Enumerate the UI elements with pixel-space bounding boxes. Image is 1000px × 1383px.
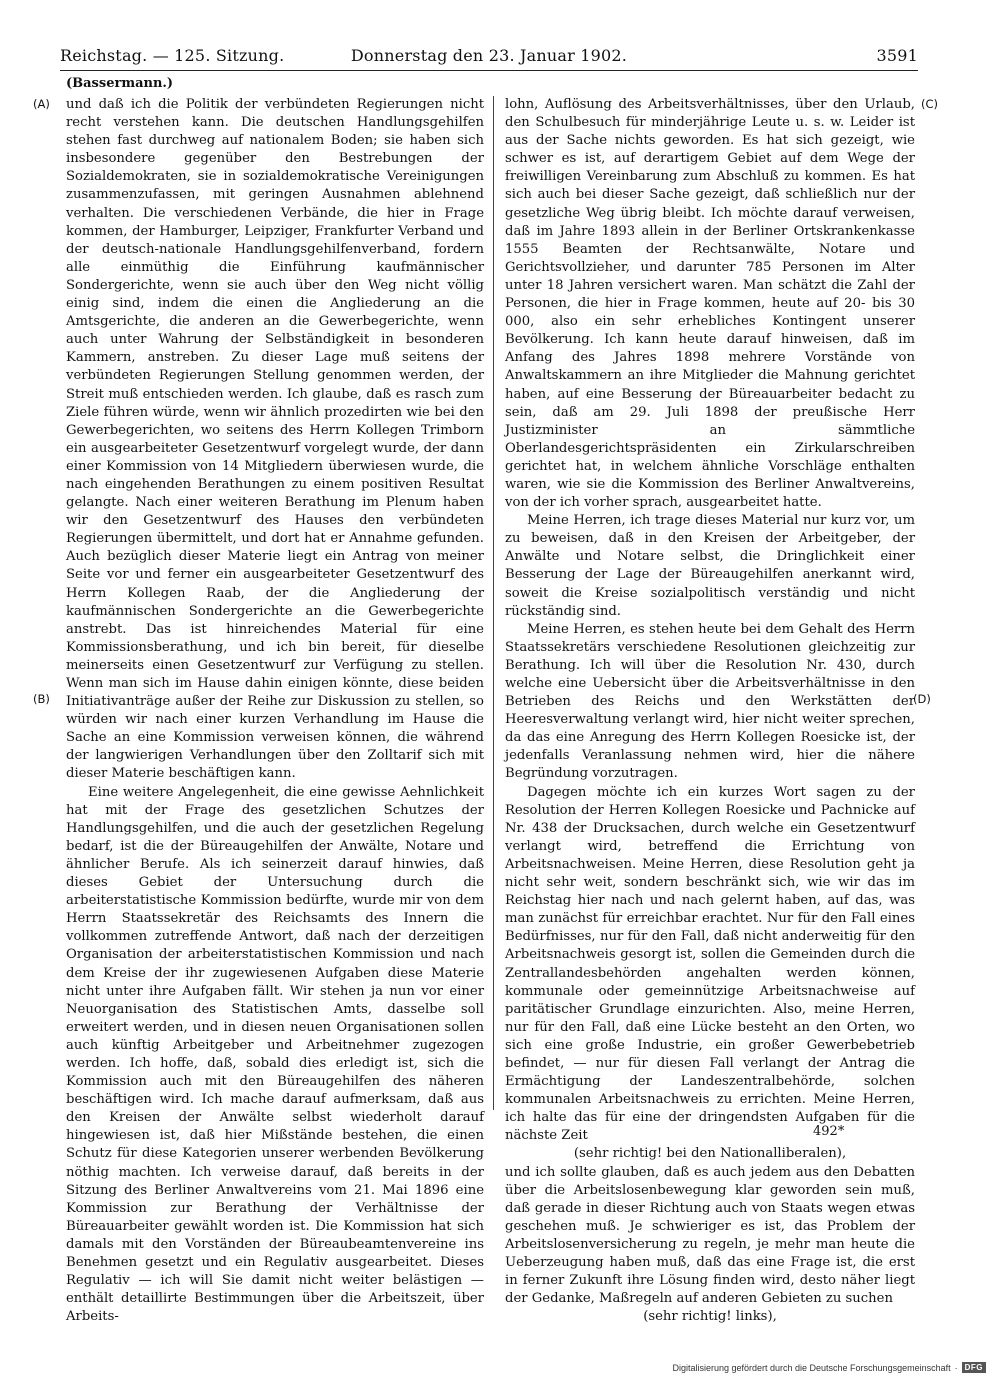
interjection: (sehr richtig! links), — [643, 1309, 777, 1325]
speaker-name: (Bassermann.) — [66, 76, 174, 91]
paragraph: Dagegen möchte ich ein kurzes Wort sagen zu der Resolution der Herren Kollegen Roesicke und Pachnicke auf Nr. 438 der Drucksachen, durch welche ein Gesetzentwurf verlangt wird, betreffend die Errichtung von Arbeitsnachweisen. Meine Herren, diese Resolution geht ja nicht sehr weit, sondern beschränkt sich, wie wir das im Reichstag hier nach und nach gelernt haben, auf das, was man zunächst für erreichbar erachtet. Nur für den Fall eines Bedürfnisses, nur für den Fall, daß nicht anderweitig für den Arbeitsnachweis gesorgt ist, sollen die Gemeinden durch die Zentrallandesbehörden angehalten werden können, kommunale oder gemeinnützige Arbeitsnachweise auf paritätischer Grundlage einzurichten. Also, meine Herren, nur für den Fall, daß eine Lücke besteht an den Orten, wo sich eine große Industrie, ein großer Gewerbebetrieb befindet, — nur für diesen Fall verlangt der Antrag die Ermächtigung der Landeszentralbehörde, solchen kommunalen Arbeitsnachweis zu errichten. Meine Herren, ich halte das für eine der dringendsten Aufgaben für die nächste Zeit — [505, 784, 915, 1144]
margin-marker-b: (B) — [33, 692, 50, 706]
interjection: (sehr richtig! bei den Nationalliberalen), — [573, 1146, 847, 1162]
left-column — [66, 96, 484, 1326]
page-number: 3591 — [876, 46, 918, 65]
column-divider — [493, 96, 494, 1110]
header-session: Reichstag. — 125. Sitzung. — [60, 46, 285, 65]
margin-marker-a: (A) — [33, 97, 50, 111]
paragraph: lohn, Auflösung des Arbeitsverhältnisses, über den Urlaub, den Schulbesuch für minderjährige Leute u. s. w. Leider ist aus der Sache nichts geworden. Es hat sich gezeigt, wie schwer es ist, auf derartigem Gebiet auf dem Wege der freiwilligen Vereinbarung zum Abschluß zu kommen. Es hat sich auch bei dieser Sache gezeigt, daß schließlich nur der gesetzliche Weg übrig bleibt. Ich möchte darauf verweisen, daß im Jahre 1893 allein in der Berliner Ortskrankenkasse 1555 Beamten der Rechtsanwälte, Notare und Gerichtsvollzieher, und darunter 785 Personen im Alter unter 18 Jahren versichert waren. Man schätzt die Zahl der Personen, die hier in Frage kommen, heute auf 20- bis 30 000, also ein sehr erhebliches Kontingent unserer Bevölkerung. Ich kann heute darauf hinweisen, daß im Anfang des Jahres 1898 mehrere Vorstände von Anwaltskammern an ihre Mitglieder die Mahnung gerichtet haben, auf eine Besserung der Büreauarbeiter bedacht zu sein, daß am 29. Juli 1898 der preußische Herr Justizminister an sämmtliche Oberlandesgerichtspräsidenten ein Zirkularschreiben gerichtet hat, in welchem ähnliche Vorschläge enthalten waren, wie sie die Kommission des Berliner Anwaltvereins, von der ich vorher sprach, ausgearbeitet hatte. — [505, 97, 915, 511]
margin-marker-d: (D) — [913, 692, 931, 706]
dfg-logo: DFG — [962, 1362, 986, 1373]
paragraph: und ich sollte glauben, daß es auch jedem aus den Debatten über die Arbeitslosenbewegung klar geworden sein muß, daß gerade in dieser Richtung auch von Staats wegen etwas geschehen muß. Je schwieriger es ist, das Problem der Arbeitslosenversicherung zu regeln, je mehr man heute die Ueberzeugung haben muß, daß das eine Frage ist, die erst in ferner Zukunft ihre Lösung finden wird, desto näher liegt der Gedanke, Maßregeln auf anderen Gebieten zu suchen — [505, 1164, 915, 1307]
paragraph: und daß ich die Politik der verbündeten Regierungen nicht recht verstehen kann. Die deutschen Handlungsgehilfen stehen fast durchweg auf nationalem Boden; sie haben sich insbesondere gegenüber den Bestrebungen der Sozialdemokraten, sie in sozialdemokratische Vereinigungen zusammenzufassen, mit geringen Ausnahmen ablehnend verhalten. Die verschiedenen Verbände, die hier in Frage kommen, der Hamburger, Leipziger, Frankfurter Verband und der deutsch-nationale Handlungsgehilfenverband, fordern alle einmüthig die Einführung kaufmännischer Sondergerichte, wenn sie auch über den Weg nicht völlig einig sind, indem die einen die Angliederung an die Amtsgerichte, die anderen an die Gewerbegerichte, wenn auch unter Wahrung der Selbständigkeit in besonderen Kammern, anstreben. Zu dieser Lage muß seitens der verbündeten Regierungen Stellung genommen werden, der Streit muß entschieden werden. Ich glaube, daß es rasch zum Ziele führen würde, wenn wir ähnlich prozedirten wie bei den Gewerbegerichten, wo seitens des Herrn Kollegen Trimborn ein ausgearbeiteter Gesetzentwurf vorgelegt wurde, der dann einer Kommission von 14 Mitgliedern überwiesen wurde, die nach eingehenden Berathungen zu einem positiven Resultat gelangte. Nach einer weiteren Berathung im Plenum haben wir den Gesetzentwurf des Hauses den verbündeten Regierungen übermittelt, und dort hat er Annahme gefunden. Auch bezüglich dieser Materie liegt ein Antrag von meiner Seite vor und ferner ein ausgearbeiteter Gesetzentwurf des Herrn Kollegen Raab, der die Angliederung der kaufmännischen Sondergerichte an die Gewerbegerichte anstrebt. Das ist hinreichendes Material für eine Kommissionsberathung, und ich bin bereit, für dieselbe meinerseits einen Gesetzentwurf zur Verfügung zu stellen. Wenn man sich im Hause dahin einigen könnte, diese beiden Initiativanträge außer der Reihe zur Diskussion zu stellen, so würden wir nach einer kurzen Verhandlung im Hause die Sache an eine Kommission verweisen können, die während der langwierigen Verhandlungen über den Zolltarif sich mit dieser Materie beschäftigen kann. — [66, 97, 484, 782]
footer — [672, 1362, 986, 1373]
paragraph: Meine Herren, es stehen heute bei dem Gehalt des Herrn Staatssekretärs verschiedene Resolutionen gleichzeitig zur Berathung. Ich will über die Resolution Nr. 430, durch welche eine Uebersicht über die Arbeitsverhältnisse in den Betrieben des Reichs und den Werkstätten der Heeresverwaltung verlangt wird, hier nicht weiter sprechen, da das eine Anregung des Herrn Kollegen Roesicke ist, der jedenfalls Veranlassung nehmen wird, hier die nähere Begründung vorzutragen. — [505, 621, 915, 782]
paragraph: Meine Herren, ich trage dieses Material nur kurz vor, um zu beweisen, daß in den Kreisen der Arbeitgeber, der Anwälte und Notare selbst, die Dringlichkeit einer Besserung der Lage der Büreaugehilfen anerkannt wird, soweit die Kreise sozialpolitisch verständig und nicht rückständig sind. — [505, 513, 915, 619]
signature-mark: 492* — [813, 1124, 845, 1139]
right-column — [505, 96, 915, 1326]
header-rule — [60, 70, 918, 71]
header-date: Donnerstag den 23. Januar 1902. — [350, 46, 628, 65]
paragraph: Eine weitere Angelegenheit, die eine gewisse Aehnlichkeit hat mit der Frage des gesetzlichen Schutzes der Handlungsgehilfen, und die auch der gesetzlichen Regelung bedarf, ist die der Büreaugehilfen der Anwälte, Notare und ähnlicher Berufe. Als ich seinerzeit darauf hinwies, daß dieses Gebiet der Untersuchung durch die arbeiterstatistische Kommission bedürfte, wurde mir von dem Herrn Staatssekretär des Reichsamts des Innern die vollkommen zutreffende Antwort, daß nach der derzeitigen Organisation der arbeiterstatistischen Kommission und nach dem Kreise der ihr zugewiesenen Aufgaben diese Materie nicht unter ihre Aufgaben fällt. Wir stehen ja nun vor einer Neuorganisation des Statistischen Amts, dasselbe soll erweitert werden, und in diesen neuen Organisationen sollen auch künftig Arbeitgeber und Arbeitnehmer zugezogen werden. Ich hoffe, daß, sobald dies erledigt ist, sich die Kommission auch mit den Büreaugehilfen des näheren beschäftigen wird. Ich mache darauf aufmerksam, daß aus den Kreisen der Anwälte selbst wiederholt darauf hingewiesen ist, daß hier Mißstände bestehen, die einen Schutz für diese Kategorien unserer werbenden Bevölkerung nöthig machten. Ich verweise darauf, daß bereits in der Sitzung des Berliner Anwaltvereins vom 21. Mai 1896 eine Kommission zur Berathung der Verhältnisse der Büreauarbeiter gewählt worden ist. Die Kommission hat sich damals mit den Vorständen der Büreaubeamtenvereine ins Benehmen gesetzt und ein Regulativ ausgearbeitet. Dieses Regulativ — ich will Sie damit nicht weiter belästigen — enthält detaillirte Bestimmungen über die Arbeitszeit, über Arbeits- — [66, 784, 484, 1325]
footer-text: Digitalisierung gefördert durch die Deutsche Forschungsgemeinschaft — [672, 1362, 951, 1373]
margin-marker-c: (C) — [921, 97, 939, 111]
footer-separator: · — [954, 1362, 958, 1373]
page-header — [60, 46, 918, 72]
